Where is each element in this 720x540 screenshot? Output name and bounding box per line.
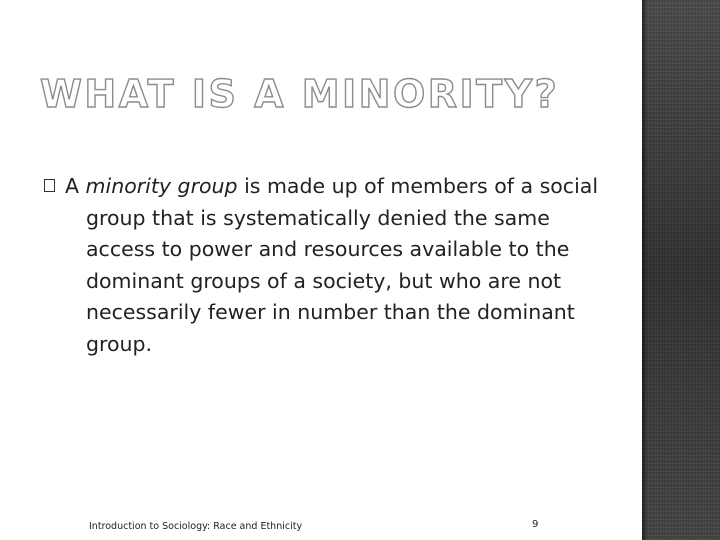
bullet-body-text: is made up of members of a social group that is systematically denied the same access to power and resources available to the dominant groups of a society, but who are not necessarily fewer in number than the dominant group. [86, 174, 599, 356]
bullet-box-icon [44, 179, 55, 192]
slide-footer: Introduction to Sociology: Race and Ethnicity [89, 521, 303, 532]
bullet-text [65, 171, 604, 360]
bullet-emphasis-text: minority group [85, 174, 238, 198]
page-number: 9 [532, 519, 539, 530]
bullet-lead-text: A [65, 174, 86, 198]
decorative-side-panel [642, 0, 720, 540]
bullet-item [44, 171, 604, 360]
slide-title: WHAT IS A MINORITY? [40, 72, 560, 116]
